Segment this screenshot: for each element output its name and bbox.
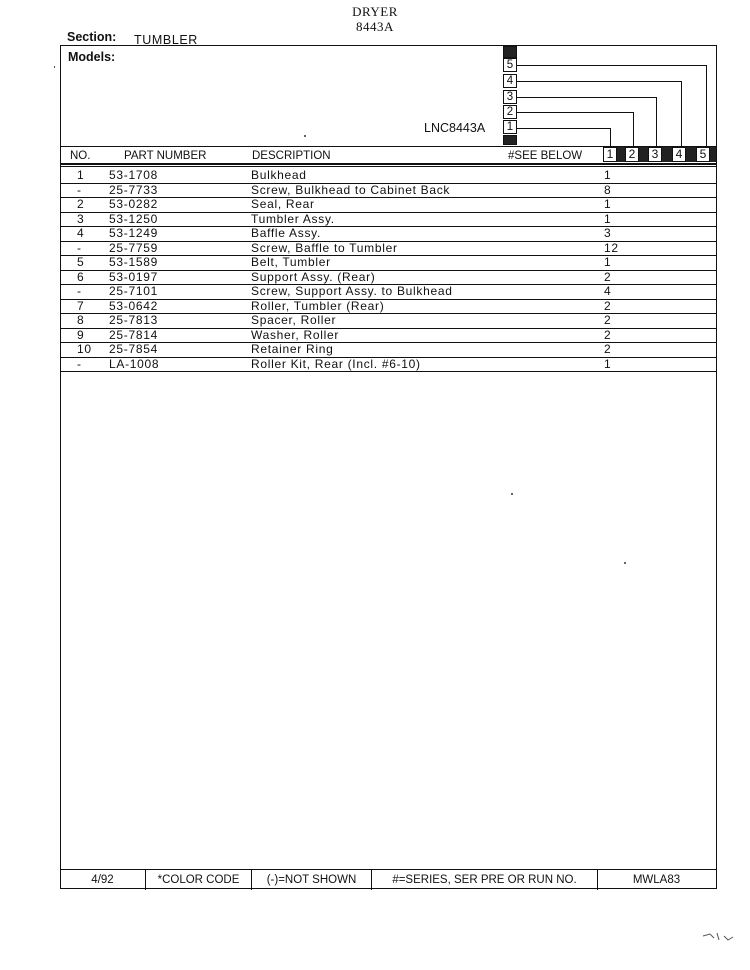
row-part-number: 53-1589: [109, 255, 158, 269]
row-number: 10: [77, 342, 92, 356]
row-description: Screw, Support Assy. to Bulkhead: [251, 284, 453, 298]
connector-4-h: [517, 81, 681, 82]
model-number-title: 8443A: [356, 19, 394, 34]
section-label: Section:: [67, 30, 117, 44]
row-quantity: 12: [604, 240, 619, 255]
table-row: [61, 241, 716, 257]
row-description: Screw, Bulkhead to Cabinet Back: [251, 182, 451, 197]
row-quantity: 2: [604, 298, 612, 313]
row-quantity: 1: [604, 197, 612, 211]
selector-2: 2: [625, 147, 639, 162]
header-bottom-rule: [61, 163, 716, 165]
scan-speck: [511, 493, 513, 495]
row-part-number: 25-7854: [109, 342, 158, 356]
footer-date: 4/92: [60, 870, 146, 890]
models-label: Models:: [68, 50, 116, 64]
row-number: -: [77, 356, 82, 371]
row-part-number: 53-1708: [109, 168, 158, 182]
row-description: Retainer Ring: [251, 342, 334, 356]
footer-color-code: *COLOR CODE: [146, 870, 252, 890]
row-quantity: 8: [604, 182, 612, 197]
row-part-number: LA-1008: [109, 356, 160, 371]
row-number: -: [77, 284, 82, 298]
footer-bar: [60, 869, 717, 890]
connector-1-h: [517, 128, 610, 129]
row-part-number: 25-7759: [109, 240, 158, 255]
model-box-3: 3: [503, 90, 517, 104]
selector-divider: [639, 147, 648, 162]
document-title: DRYER: [352, 4, 398, 19]
row-quantity: 3: [604, 226, 612, 240]
row-description: Bulkhead: [251, 168, 307, 182]
footer-doc-code: MWLA83: [632, 874, 681, 886]
table-row: [61, 299, 716, 315]
row-description: Washer, Roller: [251, 327, 340, 342]
row-description: Spacer, Roller: [251, 313, 337, 327]
row-number: 2: [77, 197, 85, 211]
row-quantity: 1: [604, 255, 612, 269]
row-quantity: 2: [604, 342, 612, 356]
table-row: [61, 255, 716, 271]
selector-5: 5: [696, 147, 710, 162]
row-description: Roller, Tumbler (Rear): [251, 298, 385, 313]
connector-4-v: [681, 81, 682, 147]
header-bottom-rule-2: [61, 166, 716, 167]
footer-series-legend: #=SERIES, SER PRE OR RUN NO.: [372, 870, 598, 890]
header-description: DESCRIPTION: [252, 150, 331, 162]
row-quantity: 1: [604, 356, 612, 371]
table-row: [61, 197, 716, 213]
connector-5-v: [706, 65, 707, 147]
footer-not-shown: (-)=NOT SHOWN: [252, 870, 372, 890]
scan-speck: [304, 135, 306, 137]
row-quantity: 2: [604, 313, 612, 327]
row-quantity: 1: [604, 211, 612, 226]
row-number: 9: [77, 327, 85, 342]
row-part-number: 53-0197: [109, 269, 158, 284]
connector-3-v: [656, 97, 657, 147]
model-name: LNC8443A: [424, 121, 486, 135]
scan-speck: [54, 66, 55, 68]
row-part-number: 25-7813: [109, 313, 158, 327]
row-part-number: 53-0282: [109, 197, 158, 211]
selector-4: 4: [672, 147, 686, 162]
model-box-4: 4: [503, 74, 517, 88]
row-description: Baffle Assy.: [251, 226, 321, 240]
header-see-below: #SEE BELOW: [508, 150, 583, 162]
header-part-number: PART NUMBER: [124, 150, 207, 162]
row-number: 6: [77, 269, 85, 284]
row-description: Support Assy. (Rear): [251, 269, 376, 284]
table-row: [61, 342, 716, 358]
row-part-number: 53-1250: [109, 211, 158, 226]
row-description: Screw, Baffle to Tumbler: [251, 240, 398, 255]
selector-divider: [686, 147, 696, 162]
box-stack-bottom: [503, 135, 517, 145]
connector-5-h: [517, 65, 706, 66]
row-quantity: 4: [604, 284, 612, 298]
table-row: [61, 284, 716, 300]
table-row: [61, 357, 716, 373]
selector-divider: [710, 147, 716, 162]
scan-speck: [624, 562, 626, 564]
selector-divider: [662, 147, 672, 162]
connector-2-v: [633, 112, 634, 147]
connector-2-h: [517, 112, 633, 113]
row-part-number: 25-7814: [109, 327, 158, 342]
table-row: [61, 212, 716, 228]
row-number: 3: [77, 211, 85, 226]
row-number: -: [77, 240, 82, 255]
table-row: [61, 183, 716, 199]
row-number: 5: [77, 255, 85, 269]
model-box-2: 2: [503, 105, 517, 119]
row-quantity: 1: [604, 168, 612, 182]
table-row: [61, 328, 716, 344]
row-number: 4: [77, 226, 85, 240]
row-part-number: 53-0642: [109, 298, 158, 313]
row-description: Tumbler Assy.: [251, 211, 335, 226]
row-part-number: 25-7733: [109, 182, 158, 197]
model-box-5: 5: [503, 58, 517, 72]
section-value: TUMBLER: [134, 33, 198, 47]
selector-1: 1: [603, 147, 617, 162]
selector-divider: [617, 147, 625, 162]
connector-1-v: [610, 128, 611, 147]
row-description: Belt, Tumbler: [251, 255, 331, 269]
connector-3-h: [517, 97, 656, 98]
selector-3: 3: [648, 147, 662, 162]
row-number: 7: [77, 298, 85, 313]
row-part-number: 25-7101: [109, 284, 158, 298]
scan-scribble: [700, 928, 740, 948]
row-quantity: 2: [604, 269, 612, 284]
row-number: 1: [77, 168, 85, 182]
table-row: [61, 168, 716, 184]
row-quantity: 2: [604, 327, 612, 342]
row-number: 8: [77, 313, 85, 327]
table-row: [61, 313, 716, 329]
table-row: [61, 270, 716, 286]
table-row: [61, 226, 716, 242]
box-stack-top: [503, 46, 517, 58]
row-part-number: 53-1249: [109, 226, 158, 240]
header-no: NO.: [70, 150, 91, 162]
row-description: Seal, Rear: [251, 197, 315, 211]
model-box-1: 1: [503, 120, 517, 134]
row-description: Roller Kit, Rear (Incl. #6-10): [251, 356, 421, 371]
row-number: -: [77, 182, 82, 197]
